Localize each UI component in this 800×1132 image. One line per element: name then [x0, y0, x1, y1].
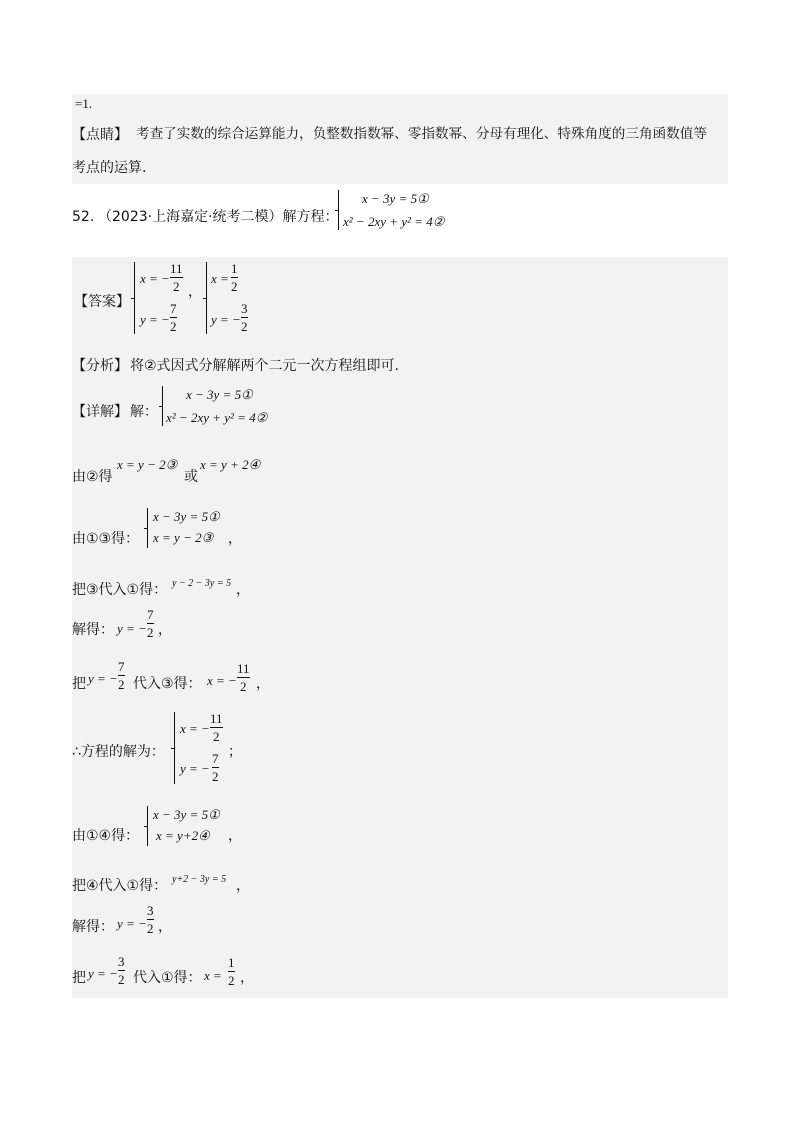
answer-sol2-y-frac: 3 2	[241, 301, 248, 334]
detail-jie: 解：	[130, 404, 158, 420]
dianjing-label: 【点睛】	[72, 127, 128, 143]
solve1-text: 解得：	[72, 622, 114, 638]
solve2-lhs: y = −	[117, 916, 147, 931]
sub3-eq: y − 2 − 3y = 5	[172, 578, 232, 589]
back1-lhs: y = −	[88, 671, 118, 686]
back2-mid: 代入①得：	[133, 970, 202, 986]
answer-brace-2	[206, 262, 207, 334]
solve1-lhs: y = −	[117, 621, 147, 636]
sys13-comma: ，	[228, 531, 242, 547]
sys13-a: x − 3y = 5①	[153, 509, 220, 524]
sub3-text: 把③代入①得：	[72, 582, 168, 598]
back2-res-frac: 1 2	[228, 955, 235, 988]
back1-mid: 代入③得：	[133, 676, 202, 692]
sys14-a: x − 3y = 5①	[153, 807, 220, 822]
back2-frac: 3 2	[118, 954, 125, 987]
detail-eq1: x − 3y = 5①	[186, 387, 253, 402]
answer-sol2-x-frac: 1 2	[231, 261, 238, 294]
eq3: x = y − 2③	[117, 457, 178, 472]
solve2-comma: ，	[158, 919, 172, 935]
sys13-brace	[147, 508, 148, 548]
problem-number: 52.	[72, 209, 95, 225]
answer-comma: ，	[188, 284, 202, 300]
answer-sol1-x-frac: 11 2	[170, 261, 183, 294]
answer-sol1-x-lhs: x = −	[140, 271, 170, 286]
back1-pre: 把	[72, 676, 86, 692]
therefore-text: ∴方程的解为：	[72, 744, 165, 760]
solve2-text: 解得：	[72, 919, 114, 935]
final-sol1-y-frac: 7 2	[212, 751, 219, 784]
solve1-frac: 7 2	[147, 607, 154, 640]
analysis-label: 【分析】	[72, 358, 128, 374]
back2-lhs: y = −	[88, 966, 118, 981]
back1-comma: ，	[256, 676, 270, 692]
sys14-brace	[147, 806, 148, 846]
eq4: x = y + 2④	[200, 457, 261, 472]
step-14: 由①④得：	[72, 828, 140, 844]
final-sol1-x-frac: 11 2	[210, 711, 223, 744]
answer-sol2-x-lhs: x =	[211, 271, 229, 286]
answer-sol1-y-lhs: y = −	[140, 312, 170, 327]
sub3-tail: ，	[236, 582, 250, 598]
answer-sol1-y-frac: 7 2	[170, 301, 177, 334]
final-sol1-brace	[174, 712, 175, 784]
answer-sol2-y-lhs: y = −	[211, 312, 241, 327]
dianjing-line2: 考点的运算.	[72, 160, 147, 176]
dianjing-line1: 考查了实数的综合运算能力，负整数指数幂、零指数幂、分母有理化、特殊角度的三角函数值等	[136, 126, 707, 142]
back1-frac: 7 2	[118, 659, 125, 692]
back2-pre: 把	[72, 970, 86, 986]
analysis-text: 将②式因式分解解两个二元一次方程组即可.	[130, 358, 399, 374]
eq-one: =1.	[75, 96, 93, 111]
problem-source: （2023·上海嘉定·统考二模）解方程：	[98, 209, 339, 225]
sys14-b: x = y+2④	[156, 828, 210, 843]
step-13: 由①③得：	[72, 531, 140, 547]
back1-res-frac: 11 2	[237, 661, 250, 694]
final-sol1-x-lhs: x = −	[180, 721, 210, 736]
problem-eq1: x − 3y = 5①	[362, 191, 429, 206]
problem-eq2: x² − 2xy + y² = 4②	[343, 214, 445, 229]
solve1-comma: ，	[158, 622, 172, 638]
final-semicolon: ；	[228, 744, 242, 760]
detail-eq2: x² − 2xy + y² = 4②	[166, 410, 268, 425]
detail-system-brace	[162, 386, 163, 426]
sys14-comma: ，	[228, 828, 242, 844]
problem-system-brace	[338, 190, 339, 230]
or-text: 或	[184, 469, 198, 485]
answer-label: 【答案】	[74, 294, 130, 310]
step-from2: 由②得	[72, 469, 113, 485]
sub4-eq: y+2 − 3y = 5	[172, 874, 227, 885]
answer-brace-1	[134, 262, 135, 334]
back2-res-lhs: x =	[204, 968, 222, 983]
sub4-tail: ，	[236, 878, 250, 894]
sub4-text: 把④代入①得：	[72, 878, 168, 894]
solve2-frac: 3 2	[147, 903, 154, 936]
back1-res-lhs: x = −	[207, 673, 237, 688]
sys13-b: x = y − 2③	[153, 530, 214, 545]
detail-label: 【详解】	[72, 404, 128, 420]
back2-comma: ，	[240, 970, 254, 986]
final-sol1-y-lhs: y = −	[180, 761, 210, 776]
